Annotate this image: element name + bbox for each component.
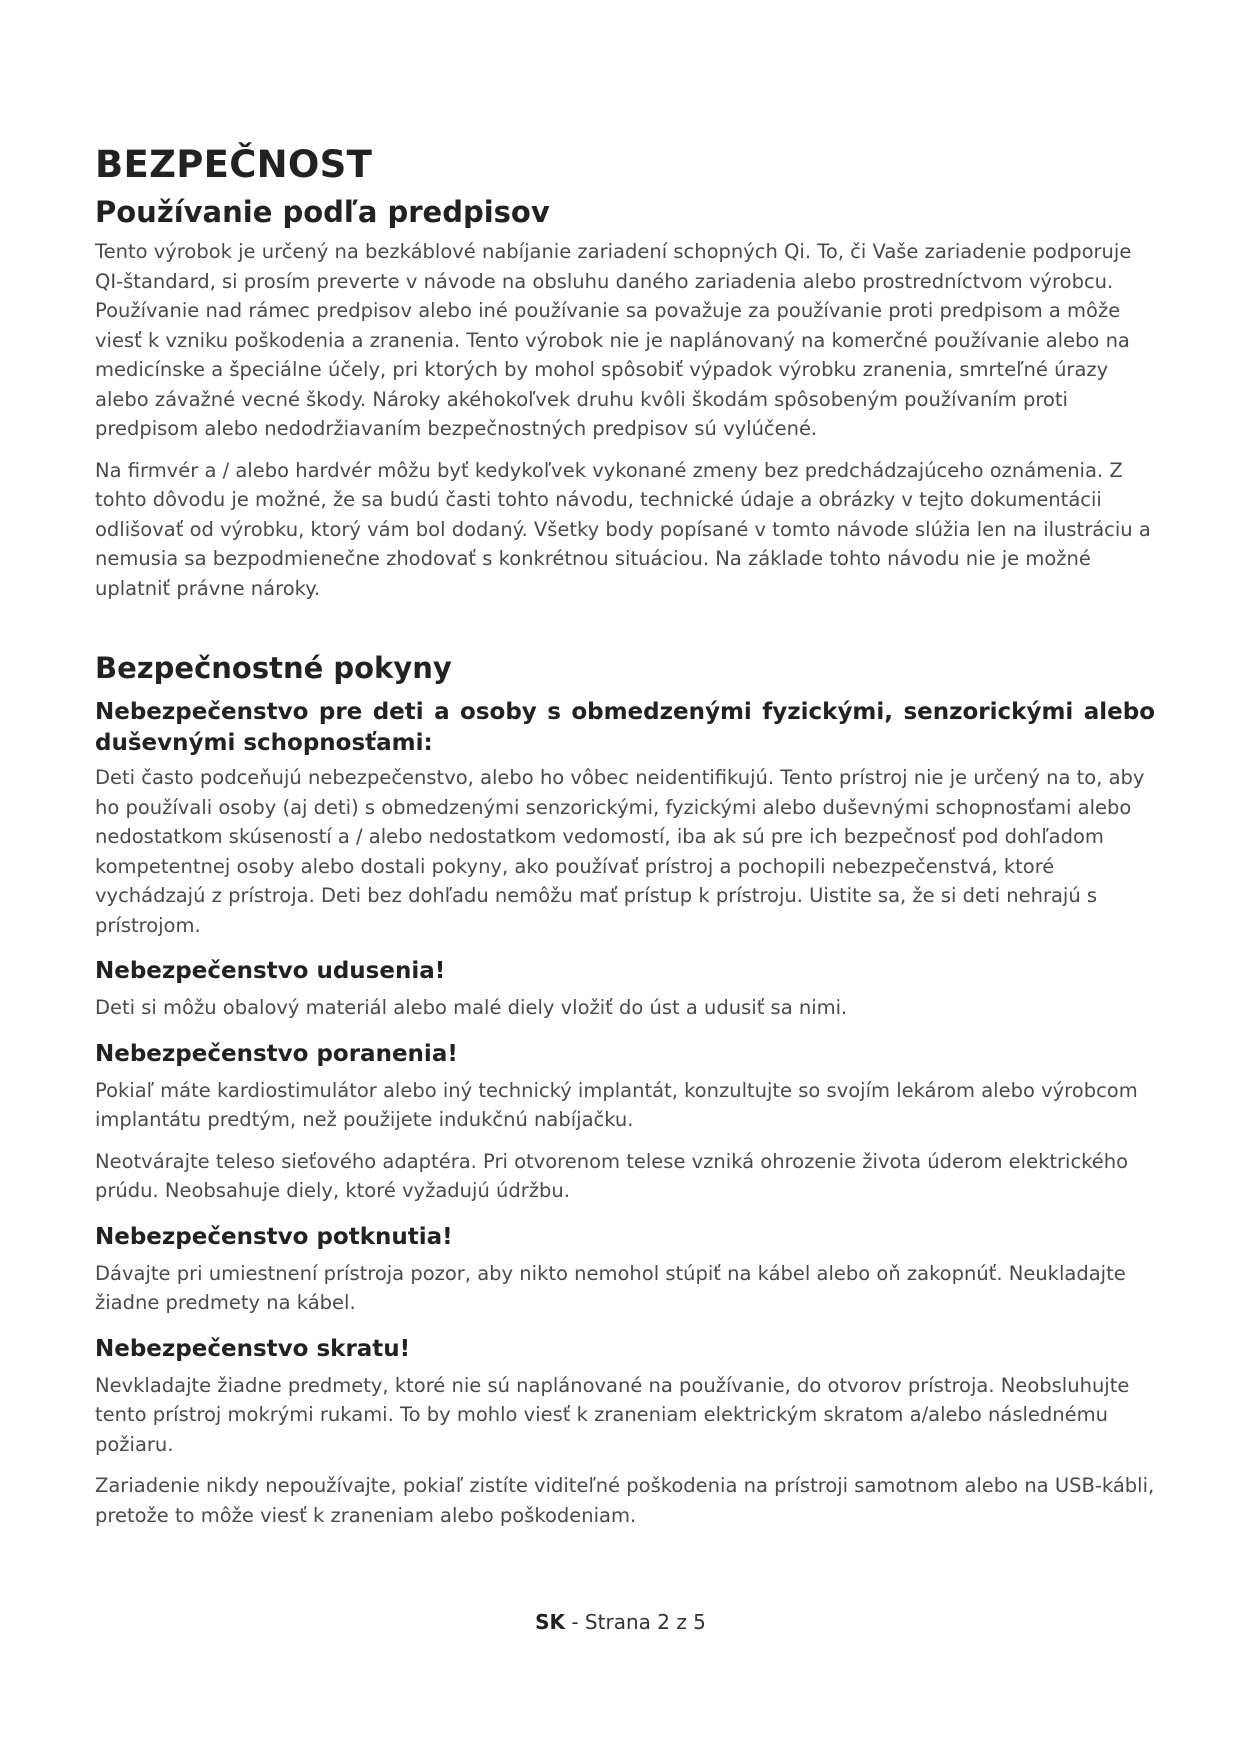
page-content	[95, 143, 1155, 1542]
heading-safety-instructions: Bezpečnostné pokyny	[95, 651, 452, 685]
paragraph-danger-suffocation: Deti si môžu obalový materiál alebo malé diely vložiť do úst a udusiť sa nimi.	[95, 996, 848, 1019]
paragraph-intended-use-1: Tento výrobok je určený na bezkáblové nabíjanie zariadení schopných Qi. To, či Vaše zariadenie podporuje QI-štandard, si prosím preverte v návode na obsluhu daného zariadenia alebo prostredníctvom výrobcu. Používanie nad rámec predpisov alebo iné používanie sa považuje za používanie proti predpisom a môže viesť k vzniku poškodenia a zranenia. Tento výrobok nie je naplánovaný na komerčné používanie alebo na medicínske a špeciálne účely, pri ktorých by mohol spôsobiť výpadok výrobku zranenia, smrteľné úrazy alebo závažné vecné škody. Nároky akéhokoľvek druhu kvôli škodám spôsobeným používaním proti predpisom alebo nedodržiavaním bezpečnostných predpisov sú vylúčené.	[95, 240, 1132, 440]
heading-danger-short-circuit: Nebezpečenstvo skratu!	[95, 1335, 411, 1362]
paragraph-danger-tripping: Dávajte pri umiestnení prístroja pozor, aby nikto nemohol stúpiť na kábel alebo oň zakopnúť. Neukladajte žiadne predmety na kábel.	[95, 1261, 1126, 1314]
heading-danger-tripping: Nebezpečenstvo potknutia!	[95, 1223, 453, 1250]
paragraph-danger-short-circuit-2: Zariadenie nikdy nepoužívajte, pokiaľ zistíte viditeľné poškodenia na prístroji samotnom alebo na USB-kábli, pretože to môže viesť k zraneniam alebo poškodeniam.	[95, 1474, 1155, 1527]
heading-danger-children: Nebezpečenstvo pre deti a osoby s obmedzenými fyzickými, senzorickými alebo duševnými schopnosťami:	[95, 699, 1155, 756]
footer-page-number: - Strana 2 z 5	[565, 1610, 706, 1634]
heading-danger-suffocation: Nebezpečenstvo udusenia!	[95, 958, 446, 984]
paragraph-danger-children: Deti často podceňujú nebezpečenstvo, alebo ho vôbec neidentifikujú. Tento prístroj nie je určený na to, aby ho používali osoby (aj deti) s obmedzenými senzorickými, fyzickými alebo duševnými schopnosťami alebo nedostatkom skúseností a / alebo nedostatkom vedomostí, iba ak sú pre ich bezpečnosť pod dohľadom kompetentnej osoby alebo dostali pokyny, ako používať prístroj a pochopili nebezpečenstvá, ktoré vychádzajú z prístroja. Deti bez dohľadu nemôžu mať prístup k prístroju. Uistite sa, že si deti nehrajú s prístrojom.	[95, 766, 1145, 937]
heading-danger-injury: Nebezpečenstvo poranenia!	[95, 1040, 458, 1067]
heading-intended-use: Používanie podľa predpisov	[95, 195, 550, 229]
paragraph-danger-short-circuit-1: Nevkladajte žiadne predmety, ktoré nie sú naplánované na používanie, do otvorov prístroja. Neobsluhujte tento prístroj mokrými rukami. To by mohlo viesť k zraneniam elektrickým skratom a/alebo následnému požiaru.	[95, 1373, 1130, 1456]
footer-language-code: SK	[535, 1610, 565, 1634]
paragraph-danger-injury-1: Pokiaľ máte kardiostimulátor alebo iný technický implantát, konzultujte so svojím lekárom alebo výrobcom implantátu predtým, než použijete indukčnú nabíjačku.	[95, 1078, 1138, 1131]
paragraph-danger-injury-2: Neotvárajte teleso sieťového adaptéra. Pri otvorenom telese vzniká ohrozenie života úderom elektrického prúdu. Neobsahuje diely, ktoré vyžadujú údržbu.	[95, 1149, 1129, 1202]
paragraph-intended-use-2: Na firmvér a / alebo hardvér môžu byť kedykoľvek vykonané zmeny bez predchádzajúceho oznámenia. Z tohto dôvodu je možné, že sa budú časti tohto návodu, technické údaje a obrázky v tejto dokumentácii odlišovať od výrobku, ktorý vám bol dodaný. Všetky body popísané v tomto návode slúžia len na ilustráciu a nemusia sa bezpodmienečne zhodovať s konkrétnou situáciou. Na základe tohto návodu nie je možné uplatniť právne nároky.	[95, 458, 1151, 600]
page-footer	[0, 1610, 1241, 1634]
page-title: BEZPEČNOST	[95, 143, 373, 186]
